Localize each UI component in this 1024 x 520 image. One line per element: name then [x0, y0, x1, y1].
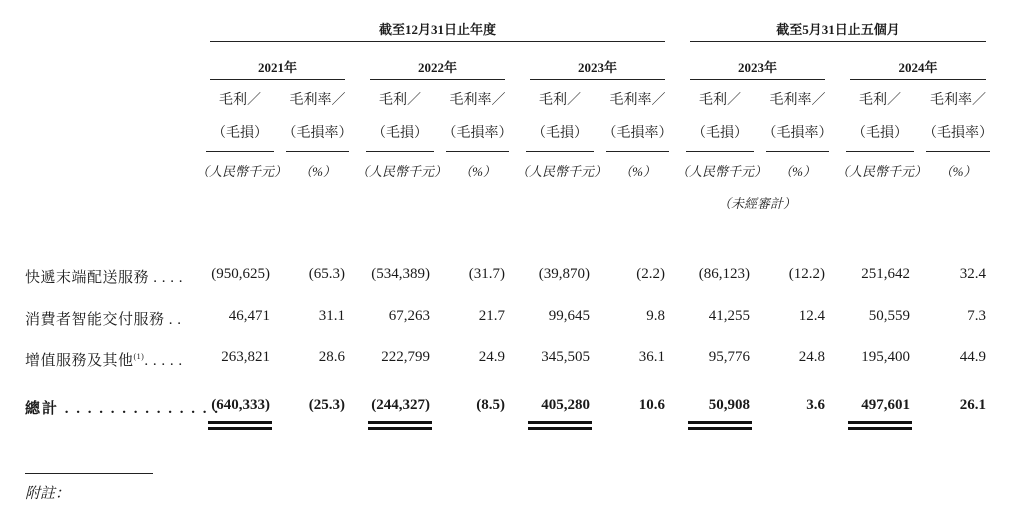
cell-smart-delivery-gross-profit: 46,471 — [228, 308, 270, 324]
cell-express-delivery-gross-profit: 251,642 — [861, 266, 910, 282]
cell-total-gross-margin: 10.6 — [638, 397, 665, 413]
gross-profit-header-line2: （毛損） — [852, 126, 908, 141]
gross-margin-header-line1: 毛利率／ — [609, 93, 666, 108]
cell-total-gross-profit: 405,280 — [541, 397, 590, 413]
gross-margin-header-line2: （毛損率） — [762, 126, 833, 141]
gross-margin-header-line1: 毛利率／ — [449, 93, 506, 108]
unit-percent: （%） — [939, 164, 977, 179]
cell-express-delivery-gross-profit: (39,870) — [538, 266, 590, 282]
year-header: 2024年 — [898, 60, 938, 75]
unit-rmb-thousands: （人民幣千元） — [836, 164, 928, 179]
gross-margin-header-line2: （毛損率） — [282, 126, 353, 141]
total-double-underline — [208, 421, 272, 424]
total-double-underline — [688, 427, 752, 430]
column-header-rule — [526, 151, 594, 152]
cell-smart-delivery-gross-profit: 41,255 — [708, 308, 750, 324]
cell-total-gross-profit: (244,327) — [371, 397, 430, 413]
column-header-rule — [446, 151, 509, 152]
cell-express-delivery-gross-profit: (950,625) — [211, 266, 270, 282]
cell-express-delivery-gross-profit: (534,389) — [371, 266, 430, 282]
year-rule — [530, 79, 665, 80]
row-label-dots: . . . . . — [144, 353, 183, 369]
cell-express-delivery-gross-profit: (86,123) — [698, 266, 750, 282]
column-header-rule — [926, 151, 990, 152]
cell-value-added-gross-margin: 28.6 — [318, 349, 345, 365]
cell-value-added-gross-profit: 263,821 — [221, 349, 270, 365]
column-header-rule — [206, 151, 274, 152]
gross-profit-header-line1: 毛利／ — [699, 93, 741, 108]
cell-smart-delivery-gross-margin: 9.8 — [646, 308, 665, 324]
cell-total-gross-margin: 26.1 — [959, 397, 986, 413]
unit-rmb-thousands: （人民幣千元） — [196, 164, 288, 179]
footnote-marker: (1) — [133, 352, 145, 361]
cell-value-added-gross-margin: 44.9 — [959, 349, 986, 365]
cell-value-added-gross-margin: 36.1 — [638, 349, 665, 365]
cell-total-gross-profit: 50,908 — [708, 397, 750, 413]
unaudited-note: （未經審計） — [718, 196, 797, 211]
year-header: 2022年 — [417, 60, 457, 75]
unit-percent: （%） — [619, 164, 656, 179]
cell-smart-delivery-gross-profit: 99,645 — [548, 308, 590, 324]
year-rule — [850, 79, 986, 80]
total-double-underline — [208, 427, 272, 430]
cell-value-added-gross-profit: 345,505 — [541, 349, 590, 365]
gross-margin-header-line2: （毛損率） — [442, 126, 513, 141]
gross-profit-header-line2: （毛損） — [212, 126, 268, 141]
cell-smart-delivery-gross-profit: 67,263 — [388, 308, 430, 324]
row-label-value-added-text: 增值服務及其他 — [25, 353, 134, 369]
gross-profit-header-line1: 毛利／ — [219, 93, 261, 108]
cell-express-delivery-gross-margin: (31.7) — [468, 266, 505, 282]
cell-smart-delivery-gross-margin: 12.4 — [798, 308, 825, 324]
unit-rmb-thousands: （人民幣千元） — [516, 164, 608, 179]
row-label-express-delivery: 快遞末端配送服務 . . . . — [25, 270, 184, 286]
gross-profit-header-line1: 毛利／ — [539, 93, 581, 108]
row-label-total: 總計 . . . . . . . . . . . . . . — [25, 401, 221, 417]
cell-express-delivery-gross-margin: (12.2) — [788, 266, 825, 282]
period-header-full-year: 截至12月31日止年度 — [378, 22, 496, 37]
period-header-rule — [690, 41, 986, 42]
footnote-rule — [25, 473, 153, 474]
footnote-label: 附註： — [25, 486, 71, 502]
year-header: 2023年 — [577, 60, 617, 75]
unit-percent: （%） — [459, 164, 496, 179]
row-label-value-added — [25, 349, 183, 370]
column-header-rule — [606, 151, 669, 152]
cell-value-added-gross-margin: 24.8 — [798, 349, 825, 365]
gross-profit-header-line2: （毛損） — [372, 126, 428, 141]
gross-margin-header-line1: 毛利率／ — [289, 93, 346, 108]
column-header-rule — [766, 151, 829, 152]
gross-margin-header-line1: 毛利率／ — [769, 93, 826, 108]
total-double-underline — [368, 421, 432, 424]
gross-margin-header-line1: 毛利率／ — [930, 93, 986, 108]
gross-profit-header-line1: 毛利／ — [859, 93, 901, 108]
cell-smart-delivery-gross-margin: 31.1 — [318, 308, 345, 324]
unit-rmb-thousands: （人民幣千元） — [676, 164, 768, 179]
cell-total-gross-margin: (8.5) — [476, 397, 505, 413]
cell-total-gross-profit: 497,601 — [861, 397, 910, 413]
gross-margin-header-line2: （毛損率） — [602, 126, 673, 141]
column-header-rule — [686, 151, 754, 152]
cell-smart-delivery-gross-margin: 21.7 — [478, 308, 505, 324]
unit-percent: （%） — [299, 164, 336, 179]
total-double-underline — [848, 427, 912, 430]
cell-express-delivery-gross-margin: 32.4 — [959, 266, 986, 282]
unit-rmb-thousands: （人民幣千元） — [356, 164, 448, 179]
cell-value-added-gross-profit: 95,776 — [708, 349, 750, 365]
cell-smart-delivery-gross-profit: 50,559 — [868, 308, 910, 324]
cell-value-added-gross-margin: 24.9 — [478, 349, 505, 365]
cell-total-gross-margin: 3.6 — [806, 397, 825, 413]
gross-profit-header-line1: 毛利／ — [379, 93, 421, 108]
total-double-underline — [528, 421, 592, 424]
cell-value-added-gross-profit: 195,400 — [861, 349, 910, 365]
row-label-smart-delivery: 消費者智能交付服務 . . — [25, 312, 182, 328]
total-double-underline — [528, 427, 592, 430]
year-rule — [690, 79, 825, 80]
year-rule — [370, 79, 505, 80]
gross-profit-header-line2: （毛損） — [692, 126, 748, 141]
column-header-rule — [286, 151, 349, 152]
unit-percent: （%） — [779, 164, 816, 179]
year-header: 2021年 — [257, 60, 297, 75]
gross-profit-header-line2: （毛損） — [532, 126, 588, 141]
total-double-underline — [688, 421, 752, 424]
year-header: 2023年 — [737, 60, 777, 75]
column-header-rule — [846, 151, 914, 152]
total-double-underline — [848, 421, 912, 424]
period-header-rule — [210, 41, 665, 42]
cell-smart-delivery-gross-margin: 7.3 — [967, 308, 986, 324]
cell-total-gross-profit: (640,333) — [211, 397, 270, 413]
total-double-underline — [368, 427, 432, 430]
gross-margin-header-line2: （毛損率） — [923, 126, 993, 141]
cell-value-added-gross-profit: 222,799 — [381, 349, 430, 365]
cell-express-delivery-gross-margin: (65.3) — [308, 266, 345, 282]
column-header-rule — [366, 151, 434, 152]
period-header-five-months: 截至5月31日止五個月 — [776, 22, 900, 37]
cell-express-delivery-gross-margin: (2.2) — [636, 266, 665, 282]
cell-total-gross-margin: (25.3) — [308, 397, 345, 413]
year-rule — [210, 79, 345, 80]
